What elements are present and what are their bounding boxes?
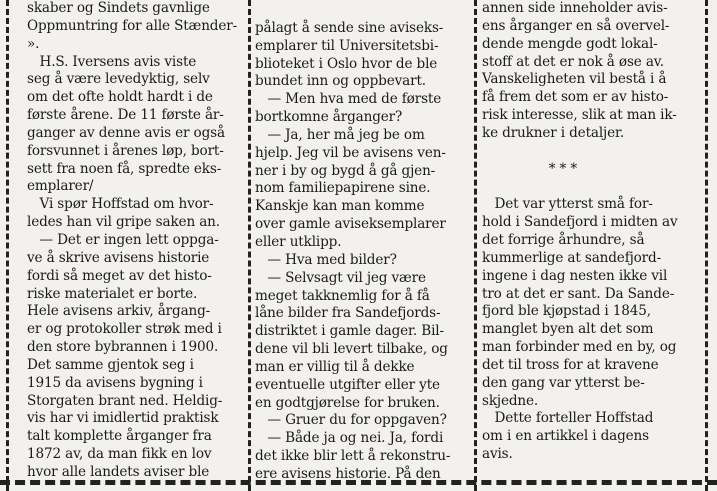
- text-line: — Men hva med de første: [255, 91, 442, 108]
- text-line: ke drukner i detaljer.: [482, 124, 625, 141]
- text-line: fordi så meget av det histo-: [27, 267, 212, 284]
- text-line: hjelp. Jeg vil be avisens ven-: [255, 144, 446, 161]
- column-divider-2: [474, 0, 477, 491]
- text-line: eller utklipp.: [255, 233, 342, 250]
- text-line: det til tross for at kravene: [482, 356, 659, 373]
- text-line: låne bilder fra Sandefjords-: [255, 305, 441, 322]
- text-line: — Hva med bilder?: [255, 251, 397, 268]
- text-line: Dette forteller Hoffstad: [482, 410, 654, 427]
- text-line: det forrige århundre, så: [482, 231, 645, 248]
- text-line: ganger av denne avis er også: [27, 124, 225, 141]
- text-line: man er villig til å dekke: [255, 358, 415, 375]
- text-line: kummerlige at sandefjord-: [482, 249, 662, 266]
- text-line: ere avisens historie. På den: [255, 465, 441, 482]
- text-line: nom familiepapirene sine.: [255, 180, 431, 197]
- text-line: [482, 143, 692, 161]
- text-line: om det ofte holdt hardt i de: [27, 89, 213, 106]
- text-line: ner i by og bygd å gå gjen-: [255, 162, 436, 179]
- text-line: første årene. De 11 første år-: [27, 107, 224, 124]
- text-line: det ikke blir lett å rekonstru-: [255, 448, 451, 465]
- text-line: man forbinder med en by, og: [482, 339, 677, 356]
- text-line: Vanskeligheten vil bestå i å: [482, 71, 667, 88]
- text-line: ens årganger en så overvel-: [482, 17, 670, 34]
- text-line: Hele avisens arkiv, årgang-: [27, 303, 211, 320]
- text-line: talt komplette årganger fra: [27, 428, 212, 445]
- text-line: annen side inneholder avis-: [482, 0, 668, 16]
- left-border-rule: [6, 0, 9, 491]
- text-line: — Både ja og nei. Ja, fordi: [255, 430, 444, 447]
- text-column-3: [482, 0, 692, 464]
- text-line: eventuelle utgifter eller yte: [255, 376, 440, 393]
- text-line: H.S. Iversens avis viste: [27, 53, 197, 70]
- text-line: [482, 178, 692, 196]
- text-line: pålagt å sende sine aviseks-: [255, 19, 444, 36]
- text-line: Oppmuntring for alle Stænder-: [27, 17, 238, 34]
- text-line: 1915 da avisens bygning i: [27, 374, 203, 391]
- text-line: — Gruer du for oppgaven?: [255, 412, 447, 429]
- text-line: — Det er ingen lett oppga-: [27, 231, 219, 248]
- text-line: hold i Sandefjord i midten av: [482, 214, 678, 231]
- text-line: den gang var ytterst be-: [482, 374, 645, 391]
- text-line: over gamle aviseksemplarer: [255, 216, 446, 233]
- text-line: vis har vi imidlertid praktisk: [27, 410, 219, 427]
- text-line: om i en artikkel i dagens: [482, 428, 649, 445]
- text-line: er og protokoller strøk med i: [27, 321, 222, 338]
- text-line: en godtgjørelse for bruken.: [255, 394, 440, 411]
- text-line: stoff at det er nok å øse av.: [482, 53, 664, 70]
- text-line: distriktet i gamle dager. Bil-: [255, 323, 444, 340]
- text-line: bundet inn og oppbevart.: [255, 73, 426, 90]
- text-line: blioteket i Oslo hvor de ble: [255, 55, 438, 72]
- text-line: avis.: [482, 446, 513, 463]
- text-line: emplarer til Universitetsbi-: [255, 37, 439, 54]
- text-line: [255, 2, 470, 20]
- text-line: ».: [27, 35, 40, 52]
- column-divider-1: [248, 0, 251, 491]
- text-line: Kanskje kan man komme: [255, 198, 425, 215]
- text-line: * * *: [482, 160, 578, 177]
- text-line: — Selvsagt vil jeg være: [255, 269, 426, 286]
- text-line: seg å være levedyktig, selv: [27, 71, 210, 88]
- text-line: skaber og Sindets gavnlige: [27, 0, 210, 16]
- text-line: den store bybrannen i 1900.: [27, 339, 219, 356]
- text-line: dene vil bli levert tilbake, og: [255, 341, 448, 358]
- text-line: Det samme gjentok seg i: [27, 356, 194, 373]
- text-line: Vi spør Hoffstad om hvor-: [27, 196, 214, 213]
- text-line: forsvunnet i årenes løp, bort-: [27, 142, 224, 159]
- text-line: riske materialet er borte.: [27, 285, 198, 302]
- text-line: risk interesse, slik at man ik-: [482, 107, 677, 124]
- text-line: ledes han vil gripe saken an.: [27, 214, 220, 231]
- text-line: bortkomne årganger?: [255, 109, 403, 126]
- text-line: skjedne.: [482, 392, 539, 409]
- text-line: ingene i dag nesten ikke vil: [482, 267, 668, 284]
- text-line: emplarer/: [27, 178, 94, 195]
- text-line: meget takknemlig for å få: [255, 287, 430, 304]
- text-line: sett fra noen få, spredte eks-: [27, 160, 222, 177]
- text-column-1: [27, 0, 245, 482]
- text-line: dende mengde godt lokal-: [482, 35, 658, 52]
- text-line: 1872 av, da man fikk en lov: [27, 446, 212, 463]
- text-line: manglet byen alt det som: [482, 321, 654, 338]
- right-border-rule: [705, 0, 708, 491]
- text-line: hvor alle landets aviser ble: [27, 463, 210, 480]
- text-line: ve å skrive avisens historie: [27, 249, 210, 266]
- text-line: Det var ytterst små for-: [482, 196, 653, 213]
- text-line: få frem det som er av histo-: [482, 89, 669, 106]
- text-line: — Ja, her må jeg be om: [255, 126, 425, 143]
- text-line: fjord ble kjøpstad i 1845,: [482, 303, 651, 320]
- text-line: tro at det er sant. Da Sande-: [482, 285, 675, 302]
- bottom-border-rule: [0, 480, 717, 491]
- text-line: Storgaten brant ned. Heldig-: [27, 392, 223, 409]
- text-column-2: [255, 2, 470, 484]
